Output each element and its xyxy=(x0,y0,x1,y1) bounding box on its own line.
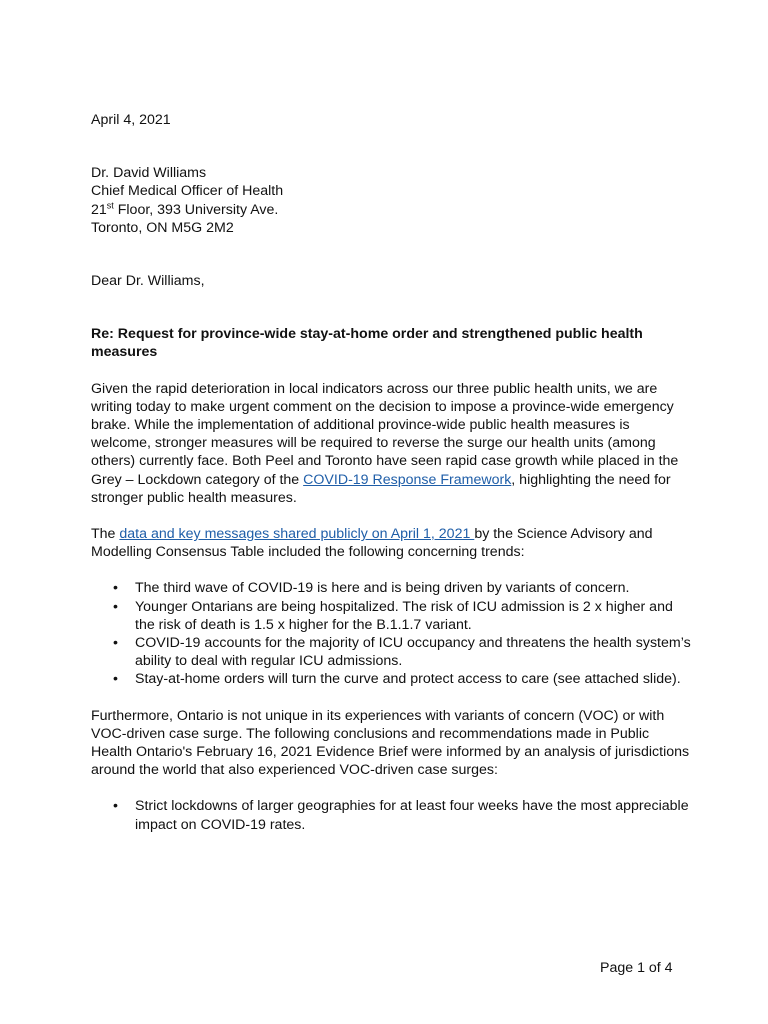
recipient-address xyxy=(91,164,691,237)
recipient-street xyxy=(91,201,691,219)
salutation: Dear Dr. Williams, xyxy=(91,273,205,290)
subject-line: Re: Request for province-wide stay-at-home order and strengthened public health measures xyxy=(91,326,643,361)
bullet: • xyxy=(113,580,118,597)
paragraph-data-text-end: by the Science Advisory and Modelling Consensus Table included the following concerning trends: xyxy=(91,526,653,561)
paragraph-intro xyxy=(91,380,691,507)
floor-ordinal: st xyxy=(106,199,114,210)
covid-response-framework-link[interactable]: COVID-19 Response Framework xyxy=(303,471,512,488)
trend-text: Stay-at-home orders will turn the curve and protect access to care (see attached slide). xyxy=(135,671,681,688)
paragraph-data-text: The xyxy=(91,526,120,543)
floor-number: 21 xyxy=(91,201,107,218)
trend-text: Younger Ontarians are being hospitalized. The risk of ICU admission is 2 x higher and the risk of death is 1.5 x higher for the B.1.1.7 variant. xyxy=(135,598,673,633)
paragraph-intro-text: Given the rapid deterioration in local indicators across our three public health units, we are writing today to make urgent comment on the decision to impose a province-wide emergency brake. While the implementation of additional province-wide public health measures is welcome, stronger measures will be required to reverse the surge our health units (among others) currently face. Both Peel and Toronto have seen rapid case growth while placed in the Grey – Lockdown category of the xyxy=(91,380,679,488)
list-item xyxy=(91,598,691,634)
trends-list xyxy=(91,579,691,688)
letter-date: April 4, 2021 xyxy=(91,112,171,128)
recipient-title: Chief Medical Officer of Health xyxy=(91,183,284,200)
list-item xyxy=(91,579,691,597)
list-item xyxy=(91,797,691,833)
list-item xyxy=(91,634,691,670)
bullet: • xyxy=(113,598,118,615)
data-key-messages-link[interactable]: data and key messages shared publicly on April 1, 2021 xyxy=(119,526,475,543)
recipient-city: Toronto, ON M5G 2M2 xyxy=(91,219,234,236)
letter-body xyxy=(91,111,691,852)
conclusions-list xyxy=(91,797,691,833)
recipient-name: Dr. David Williams xyxy=(91,165,207,182)
trend-text: The third wave of COVID-19 is here and is being driven by variants of concern. xyxy=(135,580,630,597)
paragraph-data xyxy=(91,525,691,561)
bullet: • xyxy=(113,798,118,815)
paragraph-intro-text-end: , highlighting the need for stronger public health measures. xyxy=(91,471,671,506)
page-number: Page 1 of 4 xyxy=(600,960,673,976)
trend-text: COVID-19 accounts for the majority of ICU occupancy and threatens the health system’s ability to deal with regular ICU admissions. xyxy=(135,635,691,670)
street-rest: Floor, 393 University Ave. xyxy=(113,201,279,218)
bullet: • xyxy=(113,671,118,688)
bullet: • xyxy=(113,635,118,652)
list-item xyxy=(91,670,691,688)
paragraph-voc: Furthermore, Ontario is not unique in its experiences with variants of concern (VOC) or with VOC-driven case surge. The following conclusions and recommendations made in Public Health Ontario's February 16, 2021 Evidence Brief were informed by an analysis of jurisdictions around the world that also experienced VOC-driven case surges: xyxy=(91,707,690,779)
conclusion-text: Strict lockdowns of larger geographies for at least four weeks have the most appreciable impact on COVID-19 rates. xyxy=(135,798,689,833)
